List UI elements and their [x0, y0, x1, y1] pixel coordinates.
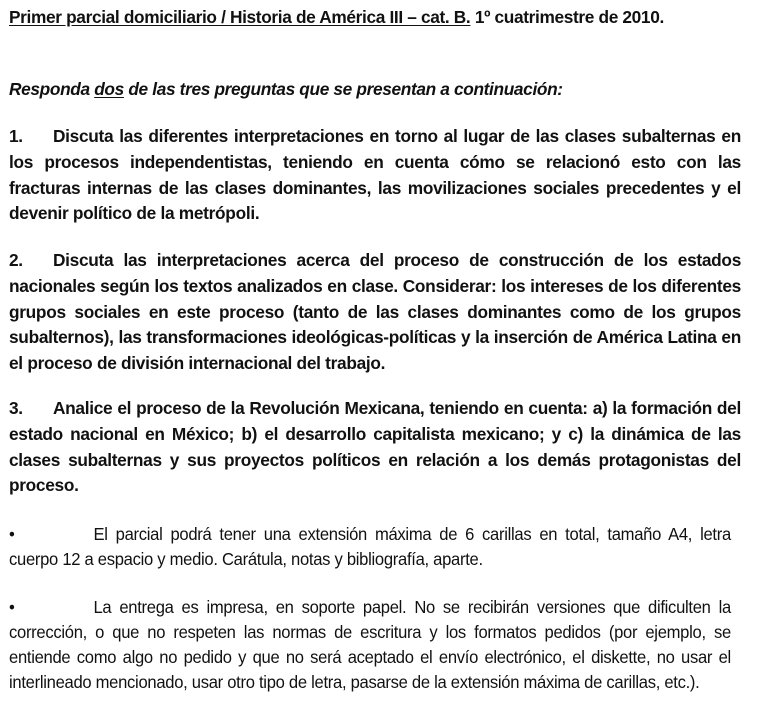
document-title	[9, 7, 664, 28]
bullet-icon: •	[9, 524, 15, 544]
title-underlined-part: Primer parcial domiciliario / Historia de América III – cat. B.	[9, 7, 471, 27]
question-text: Analice el proceso de la Revolución Mexicana, teniendo en cuenta: a) la formación del estado nacional en México; b) el desarrollo capitalista mexicano; y c) la dinámica de las clases subalternas y sus proyectos políticos en relación a los demás protagonistas del proceso.	[9, 398, 741, 496]
question-2	[9, 248, 741, 377]
note-1	[9, 522, 731, 572]
question-number: 3.	[9, 398, 23, 418]
note-text: El parcial podrá tener una extensión máxima de 6 carillas en total, tamaño A4, letra cuerpo 12 a espacio y medio. Carátula, notas y bibliografía, aparte.	[9, 524, 731, 569]
question-text: Discuta las diferentes interpretaciones en torno al lugar de las clases subalternas en los procesos independentistas, teniendo en cuenta cómo se relacionó esto con las fracturas internas de las clases dominantes, las movilizaciones sociales precedentes y el devenir político de la metrópoli.	[9, 126, 741, 224]
note-2	[9, 595, 731, 695]
instruction-emphasis: dos	[94, 79, 124, 99]
title-rest-part: 1º cuatrimestre de 2010.	[470, 7, 664, 27]
question-1	[9, 124, 741, 227]
instruction-before: Responda	[9, 79, 95, 99]
instruction-after: de las tres preguntas que se presentan a continuación:	[123, 79, 563, 99]
question-number: 1.	[9, 126, 23, 146]
question-3	[9, 396, 741, 499]
question-text: Discuta las interpretaciones acerca del proceso de construcción de los estados nacionales según los textos analizados en clase. Considerar: los intereses de los diferentes grupos sociales en este proceso (tanto de las clases dominantes como de los grupos subalternos), las transformaciones ideológicas-políticas y la inserción de América Latina en el proceso de división internacional del trabajo.	[9, 250, 741, 374]
exam-instruction	[9, 79, 563, 100]
note-text: La entrega es impresa, en soporte papel. No se recibirán versiones que dificulten la corrección, o que no respeten las normas de escritura y los formatos pedidos (por ejemplo, se entiende como algo no pedido y que no será aceptado el envío electrónico, el diskette, no usar el interlineado mencionado, usar otro tipo de letra, pasarse de la extensión máxima de carillas, etc.).	[9, 597, 731, 692]
bullet-icon: •	[9, 597, 15, 617]
question-number: 2.	[9, 250, 23, 270]
